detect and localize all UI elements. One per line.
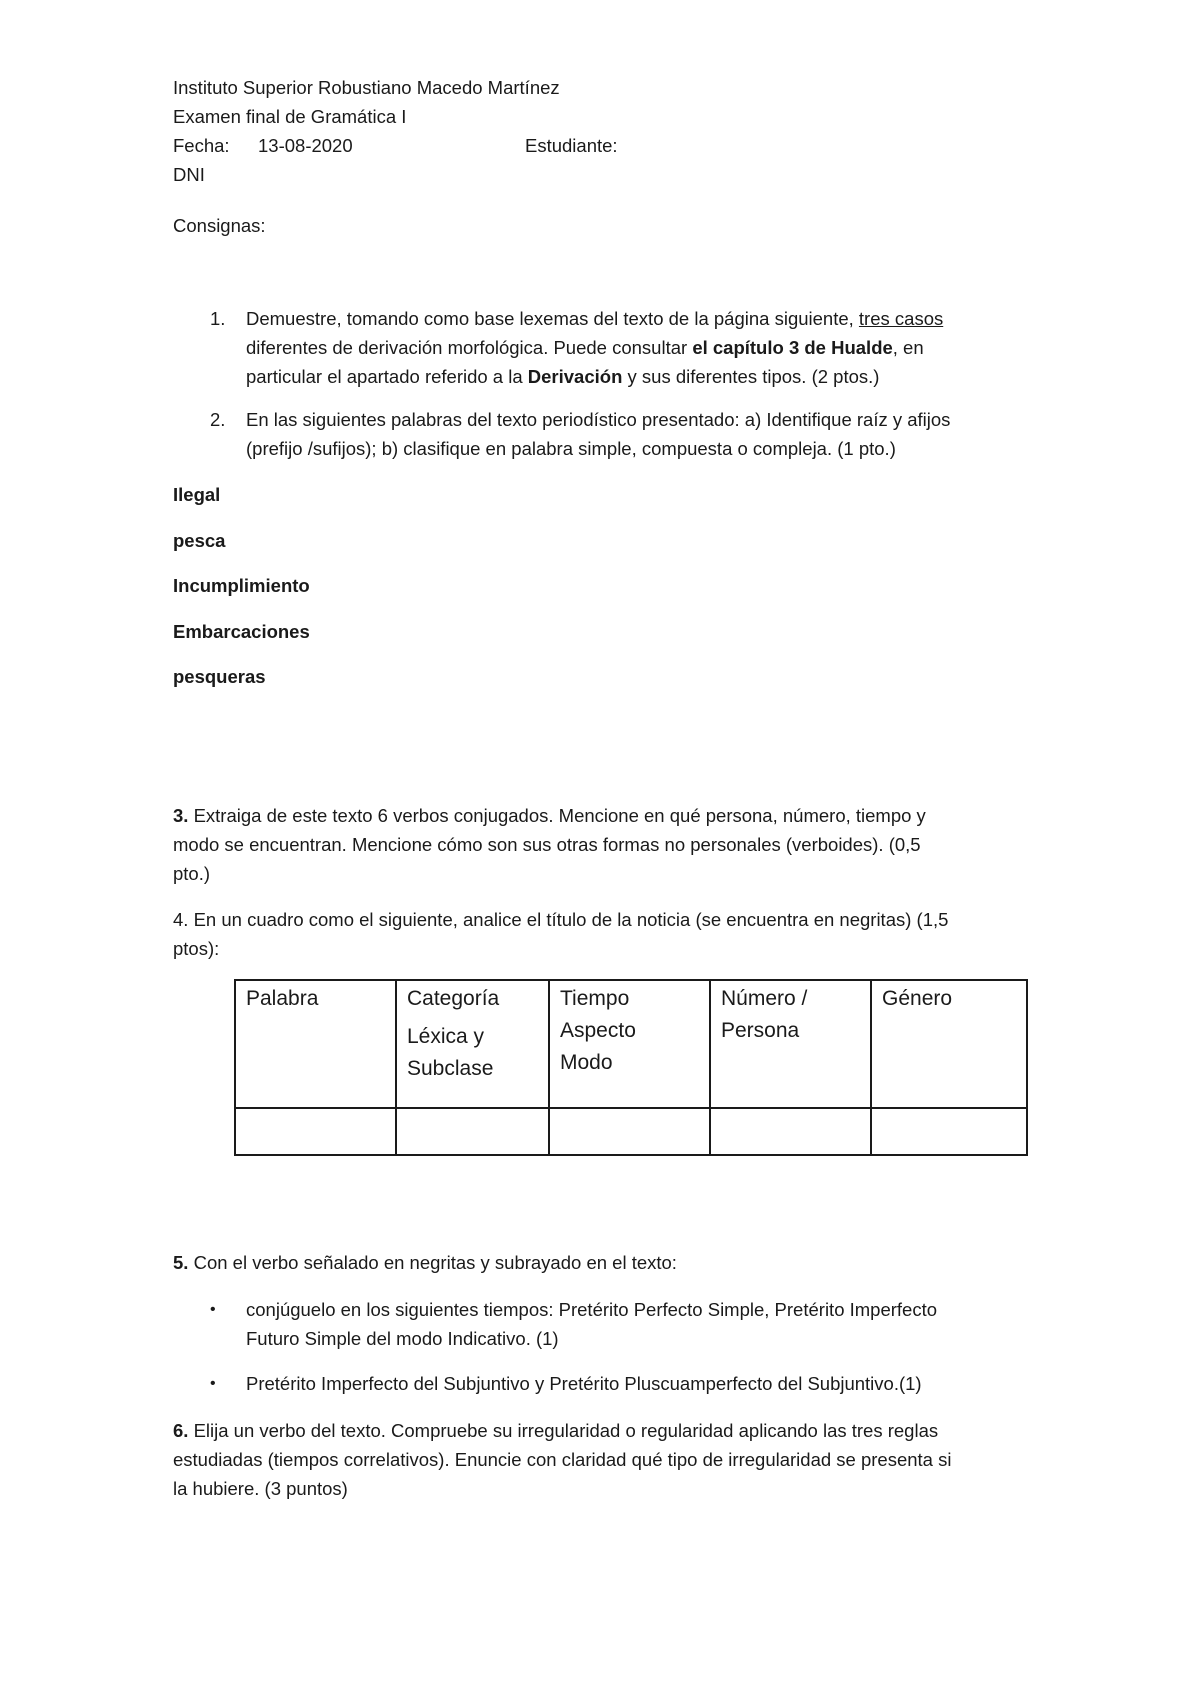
student-label: Estudiante: — [525, 135, 618, 156]
q5-intro — [173, 1248, 677, 1277]
q1-line3 — [246, 362, 879, 391]
q4-line1-text: En un cuadro como el siguiente, analice el título de la noticia (se encuentra en negritas) (1,5 — [188, 909, 949, 930]
header-categoria-line1: Categoría — [407, 987, 500, 1010]
word-item: Incumplimiento — [173, 575, 310, 596]
header-palabra — [235, 980, 396, 1108]
q1-line1 — [246, 304, 943, 333]
q1-bold-reference: el capítulo 3 de Hualde — [692, 337, 893, 358]
q1-underlined-text: tres casos — [858, 308, 944, 329]
word-item: pesqueras — [173, 666, 266, 687]
q5-bullet2: Pretérito Imperfecto del Subjuntivo y Pretérito Pluscuamperfecto del Subjuntivo.(1) — [246, 1373, 922, 1394]
q1-line2-end: , en — [892, 337, 924, 358]
header-categoria — [396, 980, 549, 1108]
q3-number: 3. — [173, 805, 189, 826]
q6-line2: estudiadas (tiempos correlativos). Enuncie con claridad qué tipo de irregularidad se presenta si — [173, 1449, 952, 1470]
id-label: DNI — [173, 164, 205, 185]
q6-number: 6. — [173, 1420, 189, 1441]
q5-bullet1-line1: conjúguelo en los siguientes tiempos: Pretérito Perfecto Simple, Pretérito Imperfecto — [246, 1299, 938, 1320]
table-cell-empty[interactable] — [871, 1108, 1027, 1155]
header-genero — [871, 980, 1027, 1108]
analysis-table — [234, 979, 1028, 1156]
table-cell-empty[interactable] — [235, 1108, 396, 1155]
q2-line2: (prefijo /sufijos); b) clasifique en palabra simple, compuesta o compleja. (1 pto.) — [246, 438, 896, 459]
bullet-icon: • — [210, 1301, 216, 1318]
q6-line1-text: Elija un verbo del texto. Compruebe su irregularidad o regularidad aplicando las tres reglas — [188, 1420, 939, 1441]
q1-bold-derivacion: Derivación — [527, 366, 623, 387]
q3-line1 — [173, 801, 926, 830]
date-value: 13-08-2020 — [258, 135, 353, 156]
word-item: Embarcaciones — [173, 621, 310, 642]
q5-bullet1-line2: Futuro Simple del modo Indicativo. (1) — [246, 1328, 559, 1349]
header-categoria-line3: Subclase — [407, 1057, 494, 1080]
header-tiempo-line3: Modo — [560, 1051, 613, 1074]
q1-line3-text: particular el apartado referido a la — [246, 366, 528, 387]
bullet-icon: • — [210, 1375, 216, 1392]
q2-line1: En las siguientes palabras del texto periodístico presentado: a) Identifique raíz y afijos — [246, 409, 951, 430]
table-header-row — [235, 980, 1027, 1108]
q4-line2: ptos): — [173, 938, 220, 959]
q6-line3: la hubiere. (3 puntos) — [173, 1478, 348, 1499]
q2-number: 2. — [210, 409, 226, 430]
q4-number: 4. — [173, 909, 189, 930]
q1-line2-text: diferentes de derivación morfológica. Puede consultar — [246, 337, 693, 358]
q1-number: 1. — [210, 308, 226, 329]
q1-line3-end: y sus diferentes tipos. (2 ptos.) — [622, 366, 880, 387]
header-tiempo-line1: Tiempo — [560, 987, 630, 1010]
q5-number: 5. — [173, 1252, 189, 1273]
exam-title: Examen final de Gramática I — [173, 106, 407, 127]
header-numero-line2: Persona — [721, 1019, 800, 1042]
q3-line2: modo se encuentran. Mencione cómo son sus otras formas no personales (verboides). (0,5 — [173, 834, 921, 855]
institution-name: Instituto Superior Robustiano Macedo Martínez — [173, 77, 560, 98]
header-genero-text: Género — [882, 987, 953, 1010]
header-palabra-text: Palabra — [246, 987, 319, 1010]
q6-line1 — [173, 1416, 938, 1445]
header-categoria-line2: Léxica y — [407, 1025, 485, 1048]
word-item: Ilegal — [173, 484, 221, 505]
table-row — [235, 1108, 1027, 1155]
q5-intro-text: Con el verbo señalado en negritas y subrayado en el texto: — [188, 1252, 677, 1273]
word-item: pesca — [173, 530, 226, 551]
table-cell-empty[interactable] — [710, 1108, 871, 1155]
header-tiempo-line2: Aspecto — [560, 1019, 636, 1042]
header-tiempo — [549, 980, 710, 1108]
table-cell-empty[interactable] — [549, 1108, 710, 1155]
q1-line1-text: Demuestre, tomando como base lexemas del texto de la página siguiente, — [246, 308, 859, 329]
date-label: Fecha: — [173, 135, 230, 156]
q4-line1 — [173, 905, 948, 934]
q3-line3: pto.) — [173, 863, 211, 884]
header-numero — [710, 980, 871, 1108]
q3-line1-text: Extraiga de este texto 6 verbos conjugados. Mencione en qué persona, número, tiempo y — [188, 805, 926, 826]
header-numero-line1: Número / — [721, 987, 808, 1010]
table-cell-empty[interactable] — [396, 1108, 549, 1155]
instructions-title: Consignas: — [173, 215, 266, 236]
q1-line2 — [246, 333, 924, 362]
